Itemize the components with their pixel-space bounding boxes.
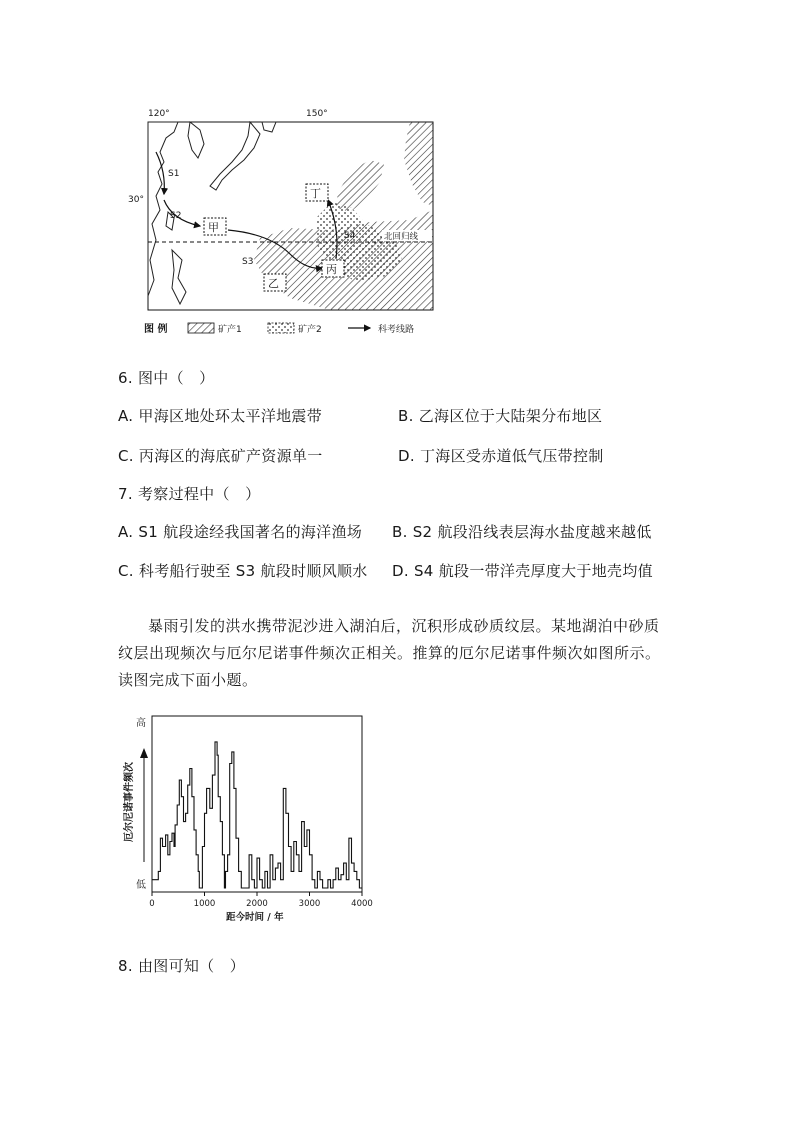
q7-option-c[interactable]: C. 科考船行驶至 S3 航段时顺风顺水 bbox=[118, 562, 368, 580]
passage-line-1: 暴雨引发的洪水携带泥沙进入湖泊后，沉积形成砂质纹层。某地湖泊中砂质 bbox=[148, 617, 660, 635]
q6-option-b[interactable]: B. 乙海区位于大陆架分布地区 bbox=[398, 407, 603, 425]
sea-label-jia: 甲 bbox=[208, 221, 219, 234]
q7-option-b[interactable]: B. S2 航段沿线表层海水盐度越来越低 bbox=[392, 523, 652, 541]
legend-mineral1-label: 矿产1 bbox=[218, 325, 242, 335]
passage-line-2: 纹层出现频次与厄尔尼诺事件频次正相关。推算的厄尔尼诺事件频次如图所示。 bbox=[118, 644, 661, 662]
x-axis-label: 距今时间 / 年 bbox=[226, 912, 284, 923]
reading-passage bbox=[118, 613, 678, 694]
q7-stem: 7. 考察过程中（ ） bbox=[118, 485, 261, 503]
legend-mineral2-label: 矿产2 bbox=[298, 325, 322, 335]
el-nino-frequency-chart bbox=[118, 712, 378, 927]
route-label-s4: S4 bbox=[344, 231, 356, 241]
sea-label-ding: 丁 bbox=[310, 187, 321, 200]
q6-option-a[interactable]: A. 甲海区地处环太平洋地震带 bbox=[118, 407, 323, 425]
route-label-s2: S2 bbox=[170, 211, 182, 221]
legend-mineral2-swatch bbox=[268, 323, 294, 333]
sea-label-yi: 乙 bbox=[268, 277, 279, 290]
q6-stem: 6. 图中（ ） bbox=[118, 369, 215, 387]
lon-label-150: 150° bbox=[306, 109, 328, 119]
q7-option-a[interactable]: A. S1 航段途经我国著名的海洋渔场 bbox=[118, 523, 363, 541]
y-top-label: 高 bbox=[136, 718, 146, 729]
y-axis-arrowhead bbox=[140, 748, 148, 758]
passage-line-3: 读图完成下面小题。 bbox=[118, 671, 258, 689]
legend-mineral1-swatch bbox=[188, 323, 214, 333]
x-tick-label: 4000 bbox=[351, 899, 373, 909]
route-label-s3: S3 bbox=[242, 257, 254, 267]
x-tick-label: 1000 bbox=[193, 899, 216, 909]
legend-route-label: 科考线路 bbox=[378, 325, 415, 335]
lon-label-120: 120° bbox=[148, 109, 170, 119]
sea-label-bing: 丙 bbox=[326, 263, 337, 276]
lat-label-30: 30° bbox=[128, 195, 144, 205]
ocean-map bbox=[130, 100, 450, 340]
x-tick-label: 3000 bbox=[298, 899, 321, 909]
y-axis-label: 厄尔尼诺事件频次 bbox=[124, 762, 135, 842]
x-tick-label: 2000 bbox=[246, 899, 268, 909]
q6-option-c[interactable]: C. 丙海区的海底矿产资源单一 bbox=[118, 447, 323, 465]
q8-stem: 8. 由图可知（ ） bbox=[118, 957, 246, 975]
x-tick-label: 0 bbox=[149, 899, 155, 909]
tropic-label: 北回归线 bbox=[384, 232, 419, 242]
legend-title: 图 例 bbox=[144, 324, 168, 335]
q7-option-d[interactable]: D. S4 航段一带洋壳厚度大于地壳均值 bbox=[392, 562, 653, 580]
y-bottom-label: 低 bbox=[136, 880, 146, 891]
q6-option-d[interactable]: D. 丁海区受赤道低气压带控制 bbox=[398, 447, 604, 465]
route-label-s1: S1 bbox=[168, 169, 180, 179]
